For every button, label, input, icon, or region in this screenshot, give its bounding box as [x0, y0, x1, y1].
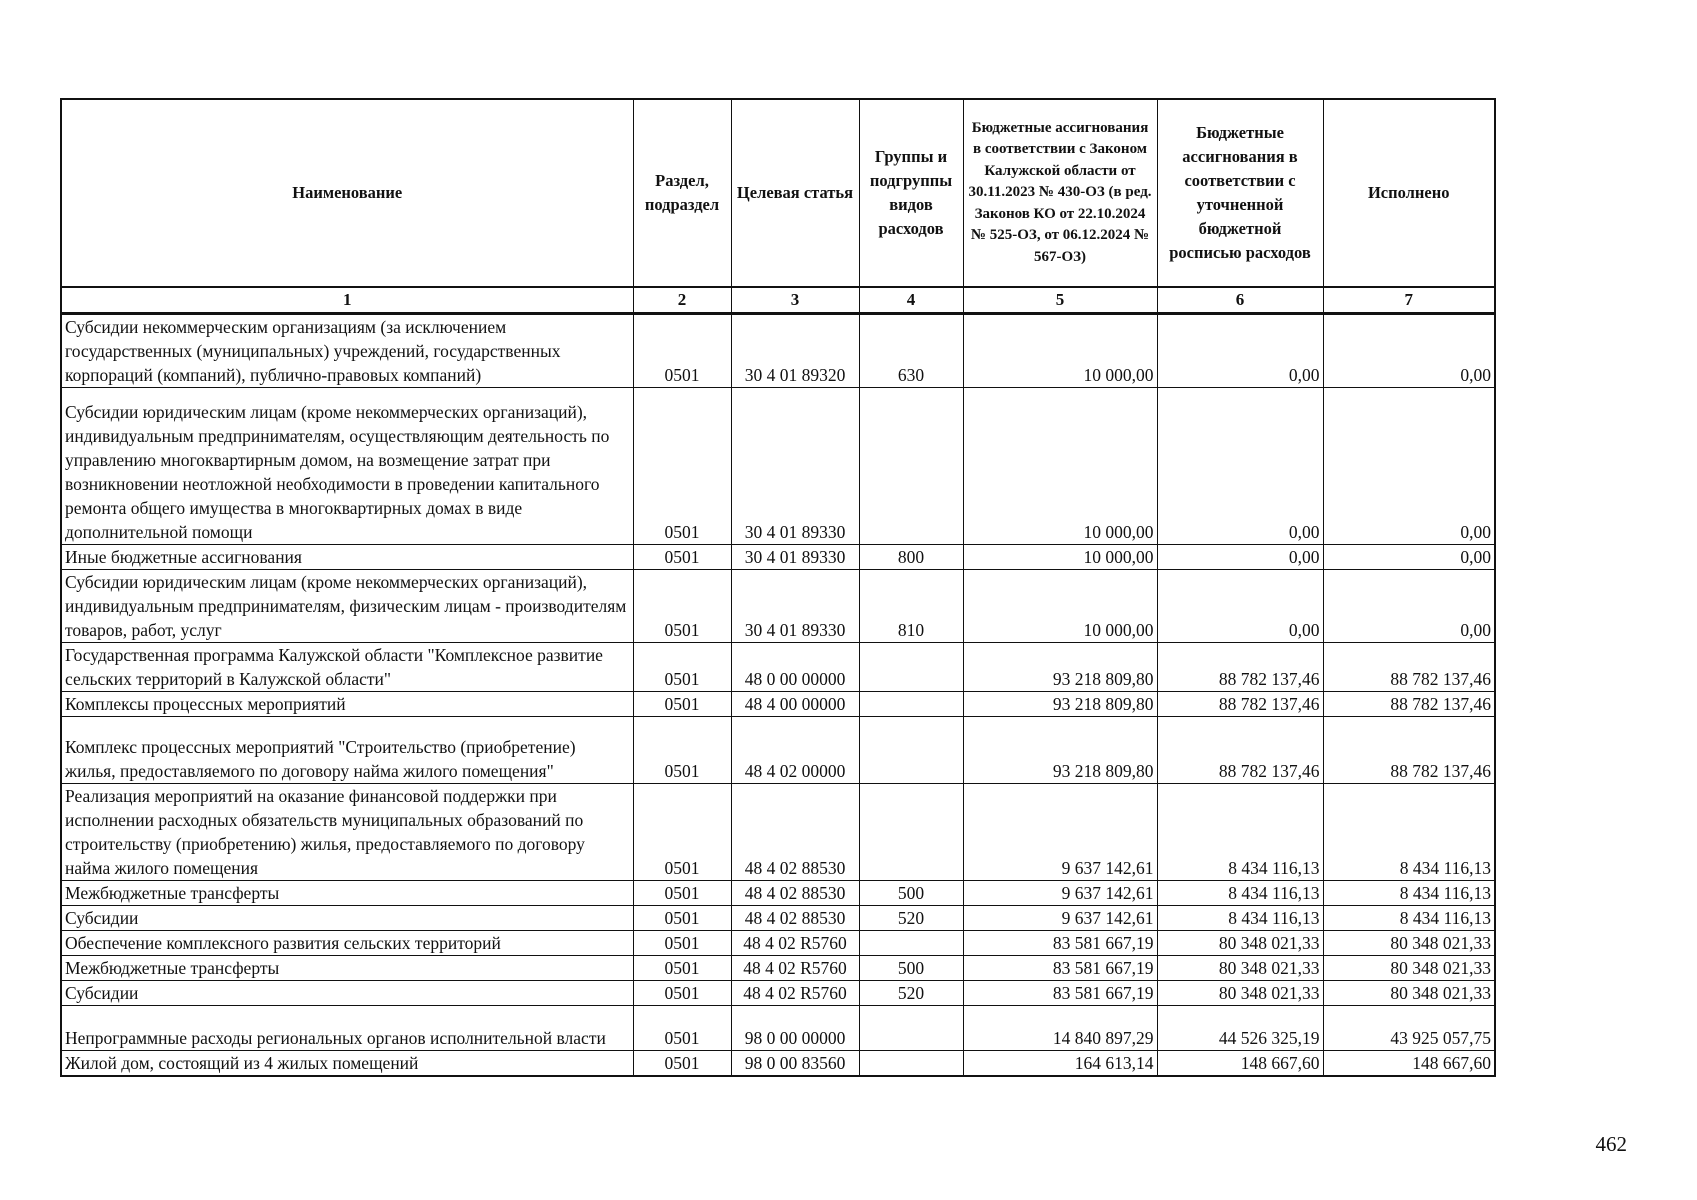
cell-group — [859, 643, 963, 692]
table-row — [61, 956, 1495, 981]
cell-refined-amount: 80 348 021,33 — [1157, 981, 1323, 1006]
cell-executed-amount: 148 667,60 — [1323, 1051, 1495, 1077]
cell-section: 0501 — [633, 881, 731, 906]
table-row — [61, 717, 1495, 784]
cell-section: 0501 — [633, 388, 731, 545]
table-row — [61, 692, 1495, 717]
header-executed: Исполнено — [1323, 99, 1495, 287]
cell-group: 520 — [859, 906, 963, 931]
cell-group: 520 — [859, 981, 963, 1006]
cell-refined-amount: 148 667,60 — [1157, 1051, 1323, 1077]
cell-executed-amount: 8 434 116,13 — [1323, 784, 1495, 881]
header-row — [61, 99, 1495, 287]
cell-target: 48 4 02 R5760 — [731, 956, 859, 981]
cell-law-amount: 10 000,00 — [963, 388, 1157, 545]
cell-executed-amount: 88 782 137,46 — [1323, 643, 1495, 692]
cell-target: 48 4 02 00000 — [731, 717, 859, 784]
cell-name: Субсидии некоммерческим организациям (за исключением государственных (муниципальных) учреждений, государственных корпораций (компаний), публично-правовых компаний) — [61, 314, 633, 388]
cell-section: 0501 — [633, 717, 731, 784]
column-number: 5 — [963, 287, 1157, 314]
cell-group: 500 — [859, 881, 963, 906]
table-row — [61, 388, 1495, 545]
cell-section: 0501 — [633, 906, 731, 931]
table-row — [61, 881, 1495, 906]
cell-law-amount: 164 613,14 — [963, 1051, 1157, 1077]
cell-name: Межбюджетные трансферты — [61, 956, 633, 981]
column-number: 4 — [859, 287, 963, 314]
cell-name: Межбюджетные трансферты — [61, 881, 633, 906]
cell-section: 0501 — [633, 931, 731, 956]
table-row — [61, 906, 1495, 931]
table-row — [61, 570, 1495, 643]
column-number: 6 — [1157, 287, 1323, 314]
header-section: Раздел, подраздел — [633, 99, 731, 287]
cell-name: Субсидии — [61, 906, 633, 931]
cell-group — [859, 931, 963, 956]
table-row — [61, 1006, 1495, 1051]
cell-name: Субсидии юридическим лицам (кроме некоммерческих организаций), индивидуальным предпринимателям, осуществляющим деятельность по управлению многоквартирным домом, на возмещение затрат при возникновении неотложной необходимости в проведении капитального ремонта общего имущества в многоквартирных домах в виде дополнительной помощи — [61, 388, 633, 545]
cell-target: 48 4 02 R5760 — [731, 931, 859, 956]
cell-refined-amount: 80 348 021,33 — [1157, 956, 1323, 981]
cell-executed-amount: 80 348 021,33 — [1323, 931, 1495, 956]
cell-name: Государственная программа Калужской области "Комплексное развитие сельских территорий в Калужской области" — [61, 643, 633, 692]
cell-refined-amount: 88 782 137,46 — [1157, 643, 1323, 692]
cell-section: 0501 — [633, 570, 731, 643]
cell-law-amount: 93 218 809,80 — [963, 692, 1157, 717]
cell-section: 0501 — [633, 1006, 731, 1051]
cell-executed-amount: 8 434 116,13 — [1323, 881, 1495, 906]
cell-target: 48 0 00 00000 — [731, 643, 859, 692]
table-body — [61, 314, 1495, 1077]
cell-refined-amount: 8 434 116,13 — [1157, 881, 1323, 906]
cell-section: 0501 — [633, 981, 731, 1006]
cell-refined-amount: 80 348 021,33 — [1157, 931, 1323, 956]
cell-name: Комплекс процессных мероприятий "Строительство (приобретение) жилья, предоставляемого по договору найма жилого помещения" — [61, 717, 633, 784]
cell-section: 0501 — [633, 314, 731, 388]
cell-executed-amount: 0,00 — [1323, 545, 1495, 570]
cell-section: 0501 — [633, 692, 731, 717]
table-row — [61, 931, 1495, 956]
budget-table — [60, 98, 1496, 1077]
cell-name: Субсидии — [61, 981, 633, 1006]
column-number-row — [61, 287, 1495, 314]
table-row — [61, 981, 1495, 1006]
cell-section: 0501 — [633, 545, 731, 570]
column-number: 1 — [61, 287, 633, 314]
cell-refined-amount: 44 526 325,19 — [1157, 1006, 1323, 1051]
header-name: Наименование — [61, 99, 633, 287]
cell-group — [859, 1051, 963, 1077]
table-row — [61, 314, 1495, 388]
cell-target: 48 4 02 R5760 — [731, 981, 859, 1006]
cell-refined-amount: 0,00 — [1157, 570, 1323, 643]
cell-refined-amount: 88 782 137,46 — [1157, 717, 1323, 784]
cell-target: 98 0 00 00000 — [731, 1006, 859, 1051]
cell-law-amount: 14 840 897,29 — [963, 1006, 1157, 1051]
cell-target: 48 4 02 88530 — [731, 784, 859, 881]
cell-name: Иные бюджетные ассигнования — [61, 545, 633, 570]
cell-executed-amount: 0,00 — [1323, 314, 1495, 388]
cell-target: 48 4 00 00000 — [731, 692, 859, 717]
cell-executed-amount: 80 348 021,33 — [1323, 981, 1495, 1006]
table-row — [61, 784, 1495, 881]
cell-executed-amount: 0,00 — [1323, 570, 1495, 643]
cell-section: 0501 — [633, 784, 731, 881]
cell-refined-amount: 0,00 — [1157, 388, 1323, 545]
table-row — [61, 643, 1495, 692]
cell-group — [859, 784, 963, 881]
cell-group — [859, 388, 963, 545]
cell-group: 630 — [859, 314, 963, 388]
cell-law-amount: 83 581 667,19 — [963, 931, 1157, 956]
column-number: 7 — [1323, 287, 1495, 314]
cell-executed-amount: 80 348 021,33 — [1323, 956, 1495, 981]
cell-group — [859, 1006, 963, 1051]
cell-group: 810 — [859, 570, 963, 643]
cell-target: 30 4 01 89330 — [731, 388, 859, 545]
header-group: Группы и подгруппы видов расходов — [859, 99, 963, 287]
header-target: Целевая статья — [731, 99, 859, 287]
cell-name: Реализация мероприятий на оказание финансовой поддержки при исполнении расходных обязательств муниципальных образований по строительству (приобретению) жилья, предоставляемого по договору найма жилого помещения — [61, 784, 633, 881]
cell-group: 500 — [859, 956, 963, 981]
cell-law-amount: 10 000,00 — [963, 570, 1157, 643]
cell-law-amount: 10 000,00 — [963, 545, 1157, 570]
cell-section: 0501 — [633, 643, 731, 692]
cell-refined-amount: 8 434 116,13 — [1157, 784, 1323, 881]
cell-target: 48 4 02 88530 — [731, 881, 859, 906]
cell-law-amount: 9 637 142,61 — [963, 784, 1157, 881]
cell-name: Комплексы процессных мероприятий — [61, 692, 633, 717]
cell-group — [859, 717, 963, 784]
cell-executed-amount: 88 782 137,46 — [1323, 717, 1495, 784]
cell-section: 0501 — [633, 1051, 731, 1077]
header-refined: Бюджетные ассигнования в соответствии с уточненной бюджетной росписью расходов — [1157, 99, 1323, 287]
cell-group: 800 — [859, 545, 963, 570]
cell-name: Субсидии юридическим лицам (кроме некоммерческих организаций), индивидуальным предпринимателям, физическим лицам - производителям товаров, работ, услуг — [61, 570, 633, 643]
cell-target: 30 4 01 89330 — [731, 570, 859, 643]
column-number: 3 — [731, 287, 859, 314]
cell-refined-amount: 0,00 — [1157, 545, 1323, 570]
cell-target: 98 0 00 83560 — [731, 1051, 859, 1077]
cell-refined-amount: 8 434 116,13 — [1157, 906, 1323, 931]
cell-refined-amount: 0,00 — [1157, 314, 1323, 388]
table-row — [61, 1051, 1495, 1077]
cell-law-amount: 9 637 142,61 — [963, 881, 1157, 906]
cell-law-amount: 83 581 667,19 — [963, 981, 1157, 1006]
cell-executed-amount: 43 925 057,75 — [1323, 1006, 1495, 1051]
cell-target: 48 4 02 88530 — [731, 906, 859, 931]
cell-name: Обеспечение комплексного развития сельских территорий — [61, 931, 633, 956]
cell-target: 30 4 01 89320 — [731, 314, 859, 388]
cell-law-amount: 10 000,00 — [963, 314, 1157, 388]
cell-law-amount: 9 637 142,61 — [963, 906, 1157, 931]
cell-law-amount: 93 218 809,80 — [963, 717, 1157, 784]
column-number: 2 — [633, 287, 731, 314]
cell-law-amount: 83 581 667,19 — [963, 956, 1157, 981]
cell-name: Непрограммные расходы региональных органов исполнительной власти — [61, 1006, 633, 1051]
page-number: 462 — [1595, 1132, 1627, 1156]
cell-executed-amount: 8 434 116,13 — [1323, 906, 1495, 931]
table-row — [61, 545, 1495, 570]
cell-target: 30 4 01 89330 — [731, 545, 859, 570]
header-law: Бюджетные ассигнования в соответствии с Законом Калужской области от 30.11.2023 № 430-ОЗ (в ред. Законов КО от 22.10.2024 № 525-ОЗ, от 06.12.2024 № 567-ОЗ) — [963, 99, 1157, 287]
cell-law-amount: 93 218 809,80 — [963, 643, 1157, 692]
cell-refined-amount: 88 782 137,46 — [1157, 692, 1323, 717]
cell-executed-amount: 0,00 — [1323, 388, 1495, 545]
cell-name: Жилой дом, состоящий из 4 жилых помещений — [61, 1051, 633, 1077]
cell-executed-amount: 88 782 137,46 — [1323, 692, 1495, 717]
cell-section: 0501 — [633, 956, 731, 981]
cell-group — [859, 692, 963, 717]
